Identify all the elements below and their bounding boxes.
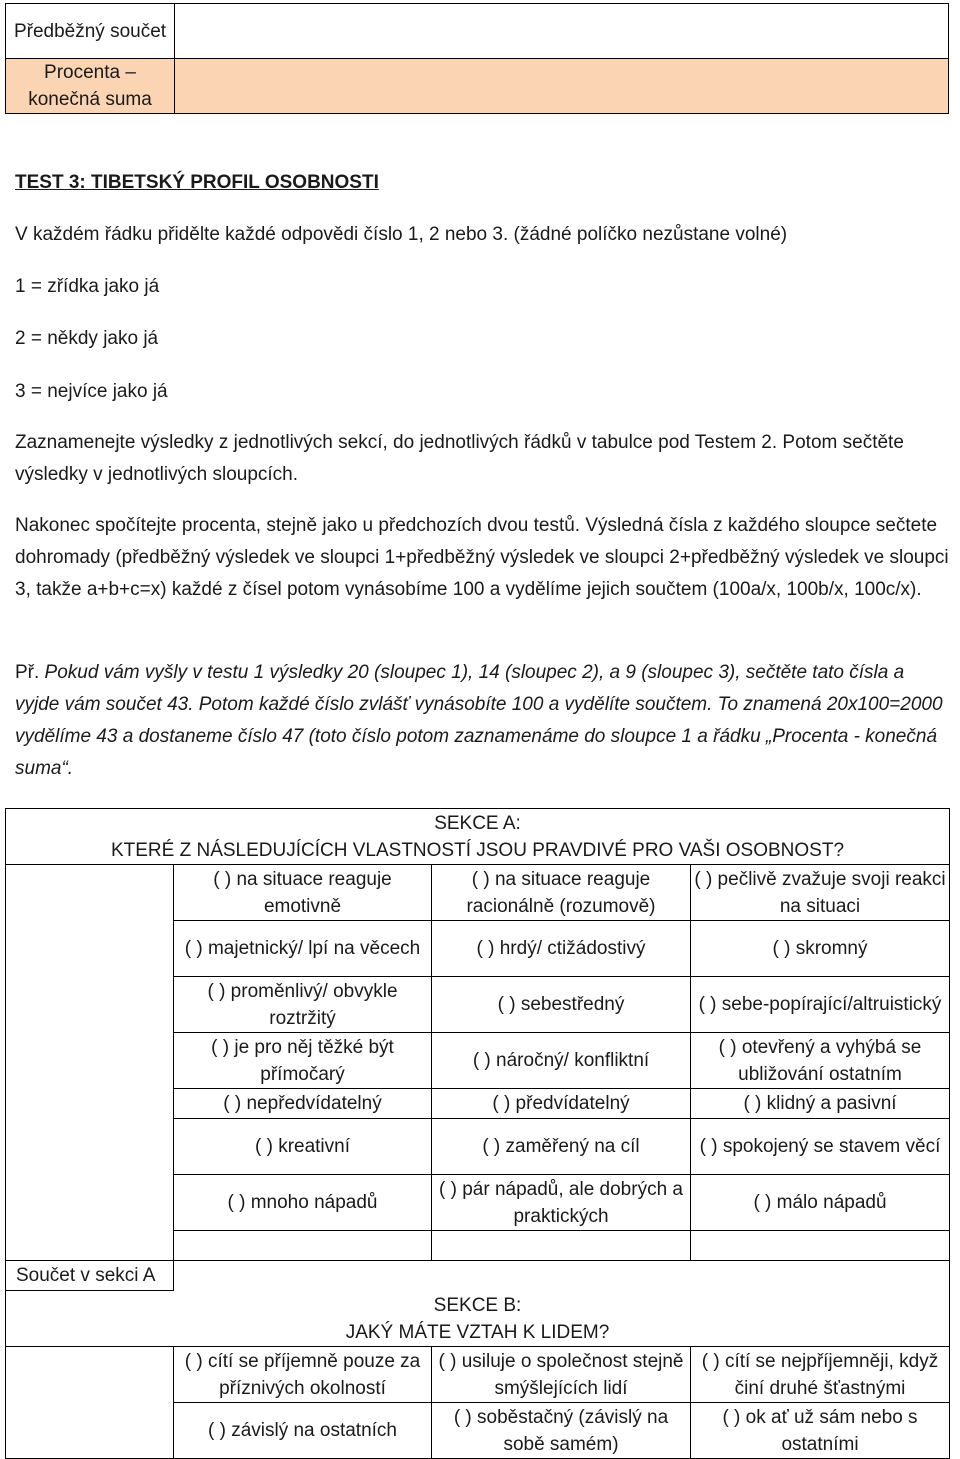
option-cell[interactable]: ( ) nepředvídatelný [174, 1089, 432, 1119]
row-label-preliminary-sum: Předběžný součet [6, 4, 175, 59]
example-prefix: Př. [15, 662, 40, 683]
section-a-question: KTERÉ Z NÁSLEDUJÍCÍCH VLASTNOSTÍ JSOU PRAVDIVÉ PRO VAŠI OSOBNOST? [110, 839, 845, 861]
option-cell[interactable]: ( ) pečlivě zvažuje svoji reakci na situaci [691, 865, 950, 921]
option-cell[interactable]: ( ) skromný [691, 921, 950, 977]
option-cell[interactable]: ( ) závislý na ostatních [174, 1403, 432, 1459]
scale-three: 3 = nejvíce jako já [15, 381, 168, 402]
section-table [5, 808, 950, 1459]
option-cell[interactable]: ( ) je pro něj těžké být přímočarý [174, 1033, 432, 1089]
option-cell[interactable]: ( ) předvídatelný [432, 1089, 691, 1119]
section-a-left-cell [6, 865, 174, 1261]
scale-two: 2 = někdy jako já [15, 328, 159, 349]
scale-one: 1 = zřídka jako já [15, 276, 160, 297]
section-a-sum-spacer [174, 1261, 950, 1291]
preliminary-sum-cell[interactable] [175, 4, 949, 59]
score-table [5, 3, 949, 114]
percent-paragraph: Nakonec spočítejte procenta, stejně jako u předchozích dvou testů. Výsledná čísla z každého sloupce sečtete dohromady (předběžný výsledek ve sloupci 1+předběžný výsledek ve sloupci 2+předběžný výsledek ve sloupci 3, takže a+b+c=x) každé z čísel potom vynásobíme 100 a vydělíme jejich součtem (100a/x, 100b/x, 100c/x). [15, 515, 949, 600]
option-cell[interactable]: ( ) zaměřený na cíl [432, 1119, 691, 1175]
instruction-text: V každém řádku přidělte každé odpovědi číslo 1, 2 nebo 3. (žádné políčko nezůstane volné) [15, 224, 788, 245]
option-cell[interactable]: ( ) spokojený se stavem věcí [691, 1119, 950, 1175]
sum-cell[interactable] [691, 1231, 950, 1261]
section-b-header [6, 1291, 950, 1347]
option-cell[interactable]: ( ) soběstačný (závislý na sobě samém) [432, 1403, 691, 1459]
option-cell[interactable]: ( ) otevřený a vyhýbá se ubližování ostatním [691, 1033, 950, 1089]
row-label-percent-final: Procenta – konečná suma [6, 59, 175, 114]
sum-cell[interactable] [432, 1231, 691, 1261]
section-b-left-cell [6, 1347, 174, 1459]
percent-final-cell[interactable] [175, 59, 949, 114]
test-title: TEST 3: TIBETSKÝ PROFIL OSOBNOSTI [15, 172, 379, 193]
section-a-sum-label: Součet v sekci A [6, 1261, 174, 1291]
example-text: Pokud vám vyšly v testu 1 výsledky 20 (sloupec 1), 14 (sloupec 2), a 9 (sloupec 3), sečtěte tato čísla a vyjde vám součet 43. Potom každé číslo zvlášť vynásobíte 100 a vydělíte součtem. To znamená 20x100=2000 vydělíme 43 a dostaneme číslo 47 (toto číslo potom zaznamenáme do sloupce 1 a řádku „Procenta - konečná suma“. [15, 662, 943, 779]
option-cell[interactable]: ( ) ok ať už sám nebo s ostatními [691, 1403, 950, 1459]
option-cell[interactable]: ( ) hrdý/ ctižádostivý [432, 921, 691, 977]
example-paragraph [15, 657, 950, 785]
option-cell[interactable]: ( ) klidný a pasivní [691, 1089, 950, 1119]
option-cell[interactable]: ( ) usiluje o společnost stejně smýšlejících lidí [432, 1347, 691, 1403]
option-cell[interactable]: ( ) pár nápadů, ale dobrých a praktických [432, 1175, 691, 1231]
section-a-title: SEKCE A: [434, 812, 521, 834]
option-cell[interactable]: ( ) proměnlivý/ obvykle roztržitý [174, 977, 432, 1033]
sum-cell[interactable] [174, 1231, 432, 1261]
option-cell[interactable]: ( ) na situace reaguje emotivně [174, 865, 432, 921]
option-cell[interactable]: ( ) náročný/ konfliktní [432, 1033, 691, 1089]
option-cell[interactable]: ( ) mnoho nápadů [174, 1175, 432, 1231]
option-cell[interactable]: ( ) sebestředný [432, 977, 691, 1033]
section-b-title: SEKCE B: [433, 1294, 522, 1316]
option-cell[interactable]: ( ) sebe-popírající/altruistický [691, 977, 950, 1033]
option-cell[interactable]: ( ) cítí se nejpříjemněji, když činí druhé šťastnými [691, 1347, 950, 1403]
option-cell[interactable]: ( ) cítí se příjemně pouze za příznivých okolností [174, 1347, 432, 1403]
section-b-question: JAKÝ MÁTE VZTAH K LIDEM? [345, 1321, 610, 1343]
record-paragraph: Zaznamenejte výsledky z jednotlivých sekcí, do jednotlivých řádků v tabulce pod Testem 2. Potom sečtěte výsledky v jednotlivých sloupcích. [15, 432, 904, 485]
option-cell[interactable]: ( ) na situace reaguje racionálně (rozumově) [432, 865, 691, 921]
option-cell[interactable]: ( ) málo nápadů [691, 1175, 950, 1231]
option-cell[interactable]: ( ) majetnický/ lpí na věcech [174, 921, 432, 977]
section-a-header [6, 809, 950, 865]
option-cell[interactable]: ( ) kreativní [174, 1119, 432, 1175]
